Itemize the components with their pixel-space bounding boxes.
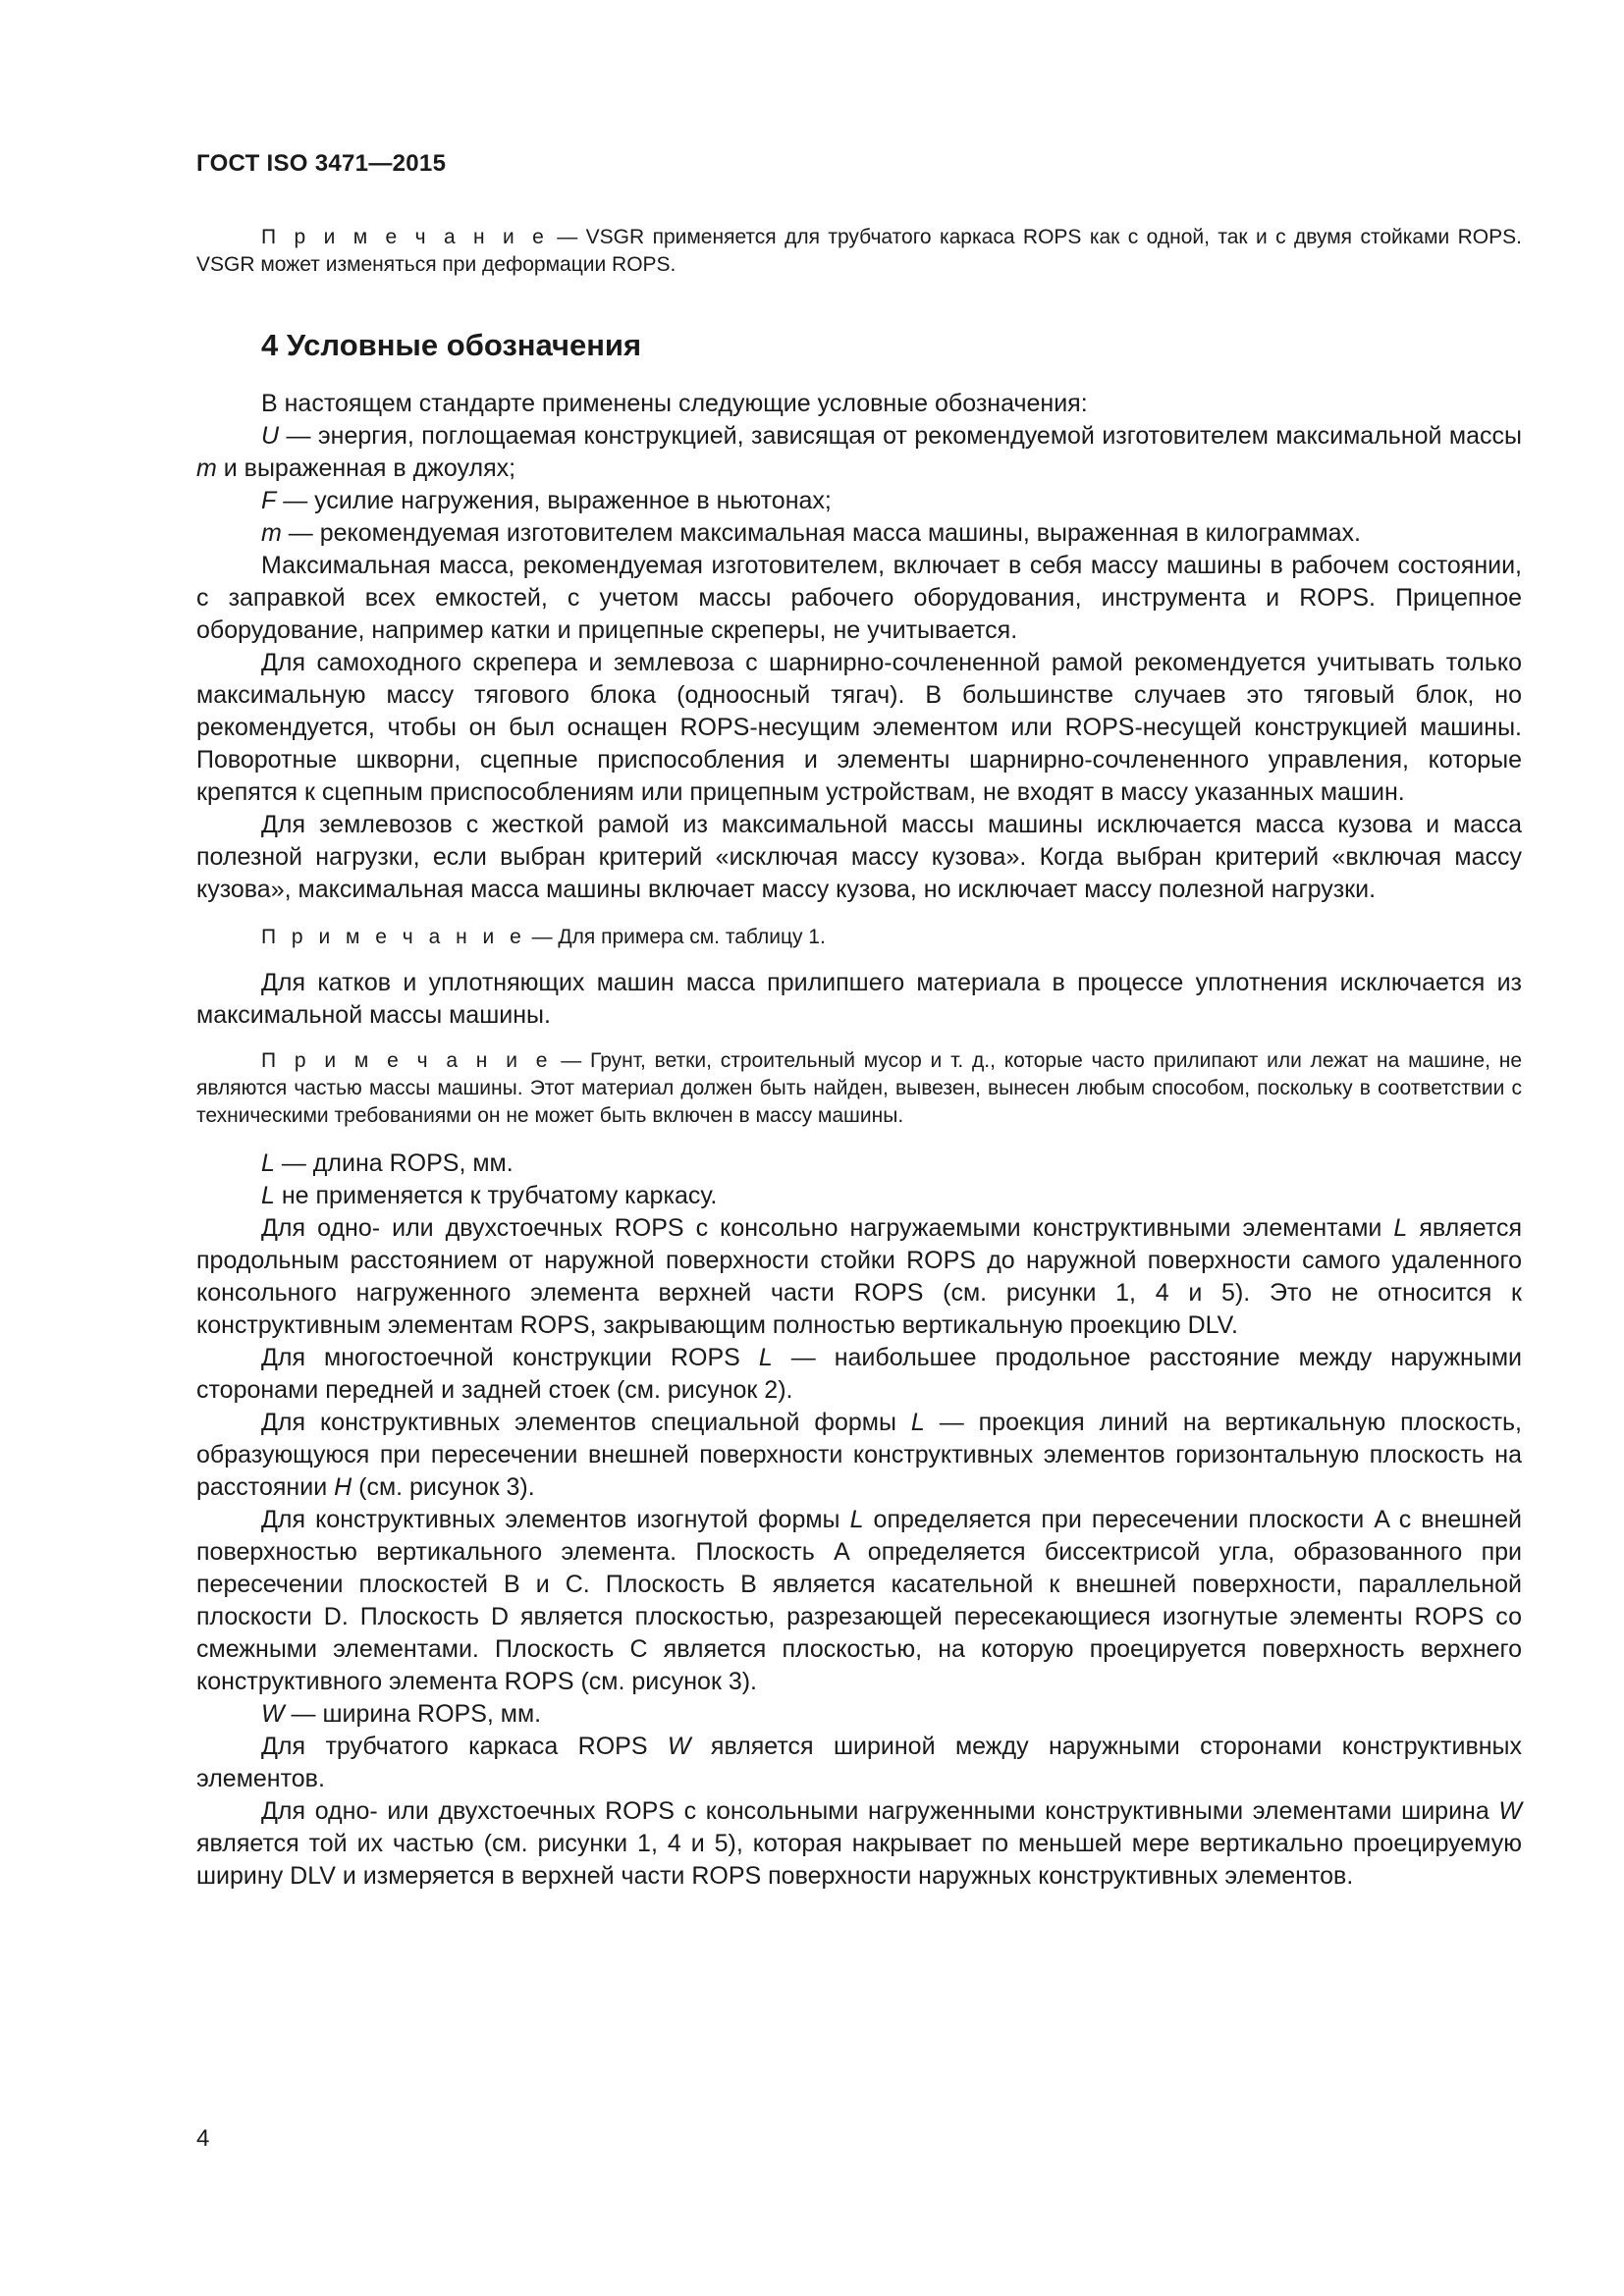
symbol-u-text: — энергия, поглощаемая конструкцией, зависящая от рекомендуемой изготовителем максимальной массы (279, 422, 1522, 450)
note-text: — VSGR применяется для трубчатого каркаса ROPS как с одной, так и с двумя стойками ROPS. VSGR может изменяться при деформации ROPS. (196, 226, 1522, 276)
paragraph-rigid-frame: Для землевозов с жесткой рамой из максимальной массы машины исключается масса кузова и масса полезной нагрузки, если выбран критерий «исключая массу кузова». Когда выбран критерий «включая массу кузова», максимальная масса машины включает массу кузова, но исключает массу полезной нагрузки. (196, 811, 1522, 903)
paragraph-text: является продольным расстоянием от наружной поверхности стойки ROPS до наружной поверхности самого удаленного консольного нагруженного элемента верхней части ROPS (см. рисунки 1, 4 и 5). Это не относится к конструктивным элементам ROPS, закрывающим полностью вертикальную проекцию DLV. (196, 1214, 1522, 1339)
page-number: 4 (196, 2125, 210, 2152)
symbol-m: m (261, 519, 282, 547)
paragraph-l-tube (196, 1180, 1522, 1212)
symbol-l-text: — длина ROPS, мм. (274, 1149, 514, 1177)
note-soil (196, 1047, 1522, 1130)
paragraph-text: определяется при пересечении плоскости A с внешней поверхностью вертикального элемента. Плоскость A определяется биссектрисой угла, образованного при пересечении плоскостей B и C. Плоскость B является касательной к внешней поверхности, параллельной плоскости D. Плоскость D является плоскостью, разрезающей пересекающиеся изогнутые элементы ROPS со смежными элементами. Плоскость C является плоскостью, на которую проецируется поверхность верхнего конструктивного элемента ROPS (см. рисунок 3). (196, 1506, 1522, 1695)
section-body (196, 388, 1522, 1893)
note-label: П р и м е ч а н и е (261, 926, 526, 948)
paragraph-rollers: Для катков и уплотняющих машин масса прилипшего материала в процессе уплотнения исключается из максимальной массы машины. (196, 969, 1522, 1029)
symbol-u-text-end: и выраженная в джоулях; (216, 454, 516, 482)
note-text: — Грунт, ветки, строительный мусор и т. д., которые часто прилипают или лежат на машине, не являются частью массы машины. Этот материал должен быть найден, вывезен, вынесен любым способом, поскольку в соответствии с техническими требованиями он не может быть включен в массу машины. (196, 1049, 1522, 1127)
symbol-l: L (261, 1149, 275, 1177)
document-header: ГОСТ ISO 3471—2015 (196, 150, 447, 177)
paragraph-text: (см. рисунок 3). (352, 1473, 535, 1501)
symbol-w-text: — ширина ROPS, мм. (284, 1700, 542, 1728)
symbol-l-definition (196, 1148, 1522, 1180)
note-vsgr (196, 224, 1522, 279)
paragraph-text: Для одно- или двухстоечных ROPS с консольно нагружаемыми конструктивными элементами (261, 1214, 1394, 1242)
paragraph-text: Для трубчатого каркаса ROPS (261, 1733, 668, 1760)
paragraph-l-multipost (196, 1342, 1522, 1407)
symbol-m-inline: m (196, 454, 217, 482)
note-text: — Для примера см. таблицу 1. (525, 926, 826, 948)
note-label: П р и м е ч а н и е (261, 226, 549, 248)
paragraph-w-tube (196, 1731, 1522, 1795)
page-content (196, 224, 1522, 1893)
paragraph-max-mass: Максимальная масса, рекомендуемая изготовителем, включает в себя массу машины в рабочем состоянии, с заправкой всех емкостей, с учетом массы рабочего оборудования, инструмента и ROPS. Прицепное оборудование, например катки и прицепные скреперы, не учитывается. (196, 552, 1522, 644)
symbol-m-definition (196, 517, 1522, 550)
paragraph-text: Для одно- или двухстоечных ROPS с консольными нагруженными конструктивными элементами ширина (261, 1797, 1499, 1825)
paragraph-l-special (196, 1407, 1522, 1504)
symbol-f-definition (196, 485, 1522, 517)
symbol-h: H (334, 1473, 352, 1501)
note-example-table (196, 924, 1522, 951)
symbol-l: L (758, 1344, 773, 1371)
symbol-w: W (261, 1700, 285, 1728)
section-title: 4 Условные обозначения (261, 328, 642, 362)
symbol-l: L (261, 1182, 275, 1209)
symbol-f-text: — усилие нагружения, выраженное в ньютонах; (276, 487, 832, 514)
paragraph-text: является той их частью (см. рисунки 1, 4 и 5), которая накрывает по меньшей мере вертикально проецируемую ширину DLV и измеряется в верхней части ROPS поверхности наружных конструктивных элементов. (196, 1830, 1522, 1890)
paragraph-text: — наибольшее продольное расстояние между наружными сторонами передней и задней стоек (см. рисунок 2). (196, 1344, 1522, 1404)
note-label: П р и м е ч а н и е (261, 1049, 553, 1072)
paragraph-text: Для конструктивных элементов специальной формы (261, 1409, 911, 1436)
symbol-w: W (667, 1733, 691, 1760)
symbol-m-text: — рекомендуемая изготовителем максимальная масса машины, выраженная в килограммах. (281, 519, 1361, 547)
paragraph-text: Для многостоечной конструкции ROPS (261, 1344, 759, 1371)
symbol-w-definition (196, 1698, 1522, 1731)
symbol-l: L (1393, 1214, 1408, 1242)
symbol-w: W (1498, 1797, 1522, 1825)
symbol-u: U (261, 422, 280, 450)
paragraph-intro: В настоящем стандарте применены следующие условные обозначения: (261, 390, 1088, 417)
symbol-l: L (910, 1409, 925, 1436)
paragraph-text: — проекция линий на вертикальную плоскость, образующуюся при пересечении внешней поверхности конструктивных элементов горизонтальную плоскость на расстоянии (196, 1409, 1522, 1501)
paragraph-text: является шириной между наружными сторонами конструктивных элементов. (196, 1733, 1523, 1792)
symbol-f: F (261, 487, 277, 514)
paragraph-l-cantilever (196, 1212, 1522, 1342)
paragraph-l-curved (196, 1504, 1522, 1698)
paragraph-scraper: Для самоходного скрепера и землевоза с шарнирно-сочлененной рамой рекомендуется учитывать только максимальную массу тягового блока (одноосный тягач). В большинстве случаев это тяговый блок, но рекомендуется, чтобы он был оснащен ROPS-несущим элементом или ROPS-несущей конструкцией машины. Поворотные шкворни, сцепные приспособления и элементы шарнирно-сочлененного управления, которые крепятся к сцепным приспособлениям или прицепным устройствам, не входят в массу указанных машин. (196, 649, 1522, 806)
symbol-u-definition (196, 420, 1522, 485)
paragraph-w-cantilever (196, 1795, 1522, 1893)
symbol-l: L (849, 1506, 864, 1533)
paragraph-text: не применяется к трубчатому каркасу. (274, 1182, 718, 1209)
paragraph-text: Для конструктивных элементов изогнутой формы (261, 1506, 850, 1533)
